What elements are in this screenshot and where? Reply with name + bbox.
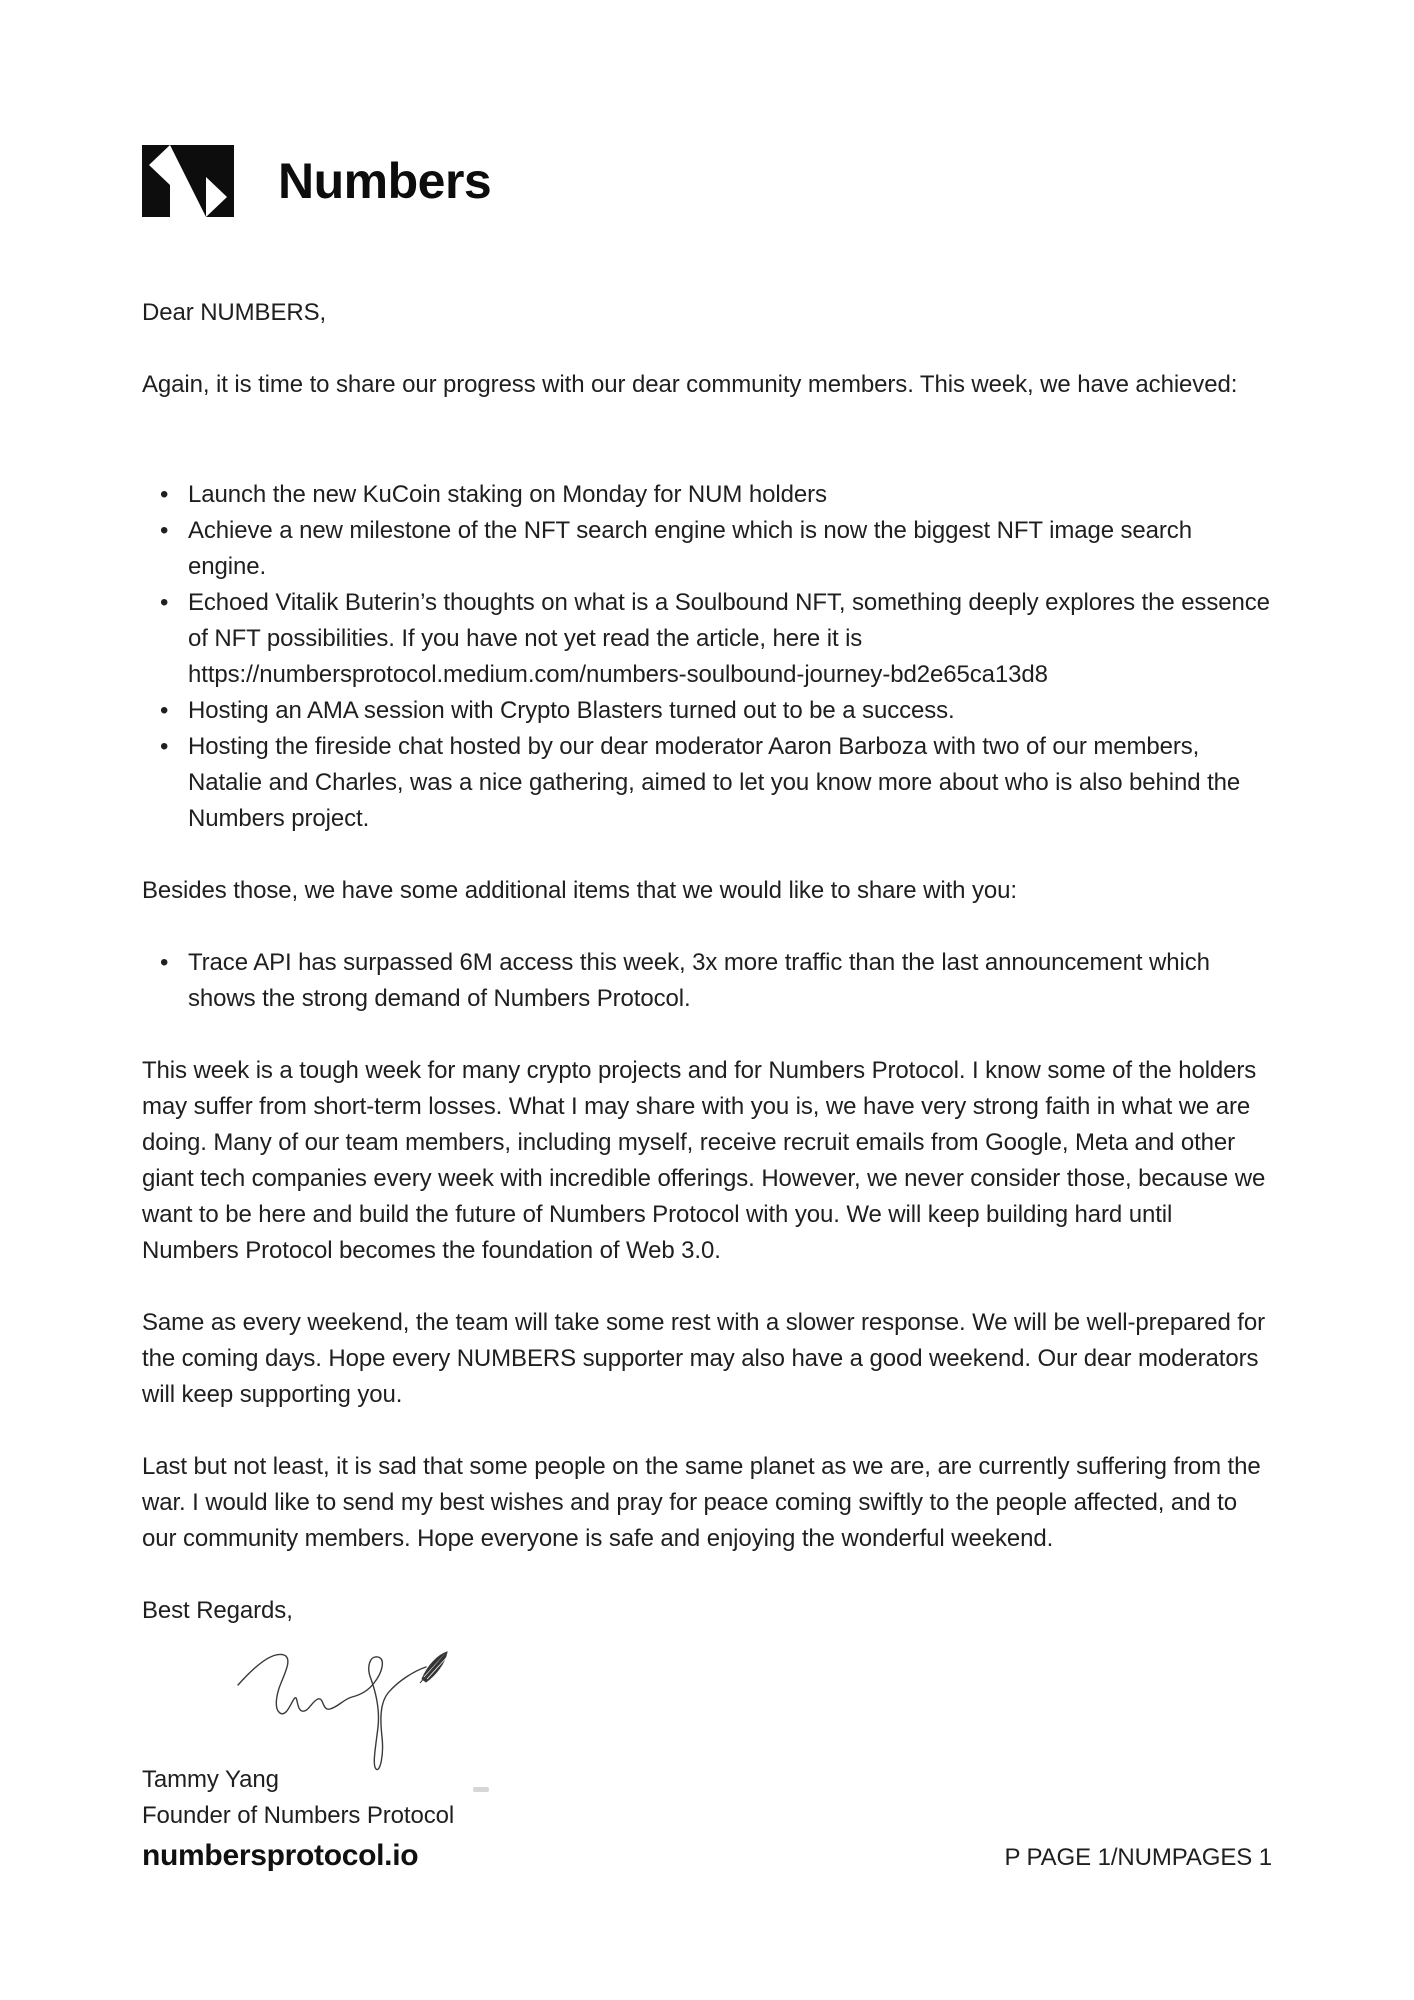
achievements-list (142, 477, 1272, 837)
additional-items-list (142, 945, 1272, 1017)
achievement-item: • Hosting the fireside chat hosted by our dear moderator Aaron Barboza with two of our members, Natalie and Charles, was a nice gathering, aimed to let you know more about who is also behind the Numbers project. (142, 729, 1272, 837)
besides-paragraph: Besides those, we have some additional items that we would like to share with you: (142, 877, 1017, 904)
handwritten-signature-icon (234, 1643, 490, 1775)
signer-name: Tammy Yang (142, 1766, 279, 1793)
numbers-n-logo-icon (142, 145, 234, 217)
achievement-item: • Hosting an AMA session with Crypto Blasters turned out to be a success. (142, 693, 1272, 729)
page-number-text: P PAGE 1/NUMPAGES 1 (1004, 1844, 1272, 1871)
intro-paragraph: Again, it is time to share our progress with our dear community members. This week, we have achieved: (142, 371, 1238, 398)
signature-smudge (473, 1787, 489, 1792)
footer-row (142, 1837, 1272, 1876)
achievement-item: • Echoed Vitalik Buterin’s thoughts on what is a Soulbound NFT, something deeply explores the essence of NFT possibilities. If you have not yet read the article, here it is https://numbersprotocol.medium.com/numbers-soulbound-journey-bd2e65ca13d8 (142, 585, 1272, 693)
achievement-item: • Achieve a new milestone of the NFT search engine which is now the biggest NFT image search engine. (142, 513, 1272, 585)
closing-line: Best Regards, (142, 1597, 293, 1624)
site-domain-text: numbersprotocol.io (142, 1839, 419, 1872)
body-paragraph-3: Last but not least, it is sad that some people on the same planet as we are, are currently suffering from the war. I would like to send my best wishes and pray for peace coming swiftly to the people affected, and to our community members. Hope everyone is safe and enjoying the wonderful weekend. (142, 1453, 1261, 1552)
achievement-item: • Launch the new KuCoin staking on Monday for NUM holders (142, 477, 1272, 513)
brand-header (142, 145, 1272, 217)
signer-title: Founder of Numbers Protocol (142, 1802, 455, 1829)
body-paragraph-2: Same as every weekend, the team will take some rest with a slower response. We will be well-prepared for the coming days. Hope every NUMBERS supporter may also have a good weekend. Our dear moderators will keep supporting you. (142, 1309, 1265, 1408)
brand-wordmark: Numbers (278, 153, 492, 209)
greeting-line: Dear NUMBERS, (142, 299, 327, 326)
additional-item: • Trace API has surpassed 6M access this week, 3x more traffic than the last announcement which shows the strong demand of Numbers Protocol. (142, 945, 1272, 1017)
signature-area (142, 1629, 1272, 1762)
body-paragraph-1: This week is a tough week for many crypto projects and for Numbers Protocol. I know some of the holders may suffer from short-term losses. What I may share with you is, we have very strong faith in what we are doing. Many of our team members, including myself, receive recruit emails from Google, Meta and other giant tech companies every week with incredible offerings. However, we never consider those, because we want to be here and build the future of Numbers Protocol with you. We will keep building hard until Numbers Protocol becomes the foundation of Web 3.0. (142, 1057, 1266, 1264)
